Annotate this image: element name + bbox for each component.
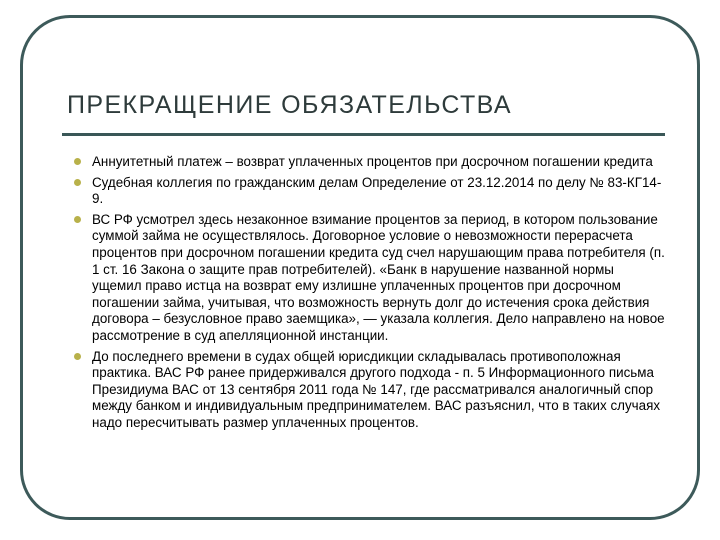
bullet-text: Судебная коллегия по гражданским делам Определение от 23.12.2014 по делу № 83-КГ14-9. [92,174,662,207]
title-divider [62,133,665,136]
bullet-text: Аннуитетный платеж – возврат уплаченных процентов при досрочном погашении кредита [92,154,653,169]
bullet-item-court-ruling [66,175,666,208]
bullet-dot-icon [74,179,81,186]
bullet-item-supreme-court [66,212,666,345]
bullet-dot-icon [74,158,81,165]
bullet-item-practice [66,349,666,432]
bullet-list [66,154,666,436]
bullet-text: ВС РФ усмотрел здесь незаконное взимание процентов за период, в котором пользование суммой займа не осуществлялось. Договорное условие о невозможности перерасчета процентов при досрочном погашении кредита суд счел нарушающим права потребителя (п. 1 ст. 16 Закона о защите прав потребителей). «Банк в нарушение названной нормы ущемил право истца на возврат ему излишне уплаченных процентов при досрочном погашении займа, учитывая, что возможность вернуть долг до истечения срока действия договора – безусловное право заемщика», — указала коллегия. Дело направлено на новое рассмотрение в суд апелляционной инстанции. [92,211,665,343]
slide-title: ПРЕКРАЩЕНИЕ ОБЯЗАТЕЛЬСТВА [67,91,512,119]
bullet-item-annuity [66,154,666,171]
bullet-text: До последнего времени в судах общей юрисдикции складывалась противоположная практика. ВАС РФ ранее придерживался другого подхода - п. 5 Информационного письма Президиума ВАС от 13 сентября 2011 года № 147, где рассматривался аналогичный спор между банком и индивидуальным предпринимателем. ВАС разъяснил, что в таких случаях надо пересчитывать размер уплаченных процентов. [92,348,661,430]
bullet-dot-icon [74,353,81,360]
bullet-dot-icon [74,216,81,223]
